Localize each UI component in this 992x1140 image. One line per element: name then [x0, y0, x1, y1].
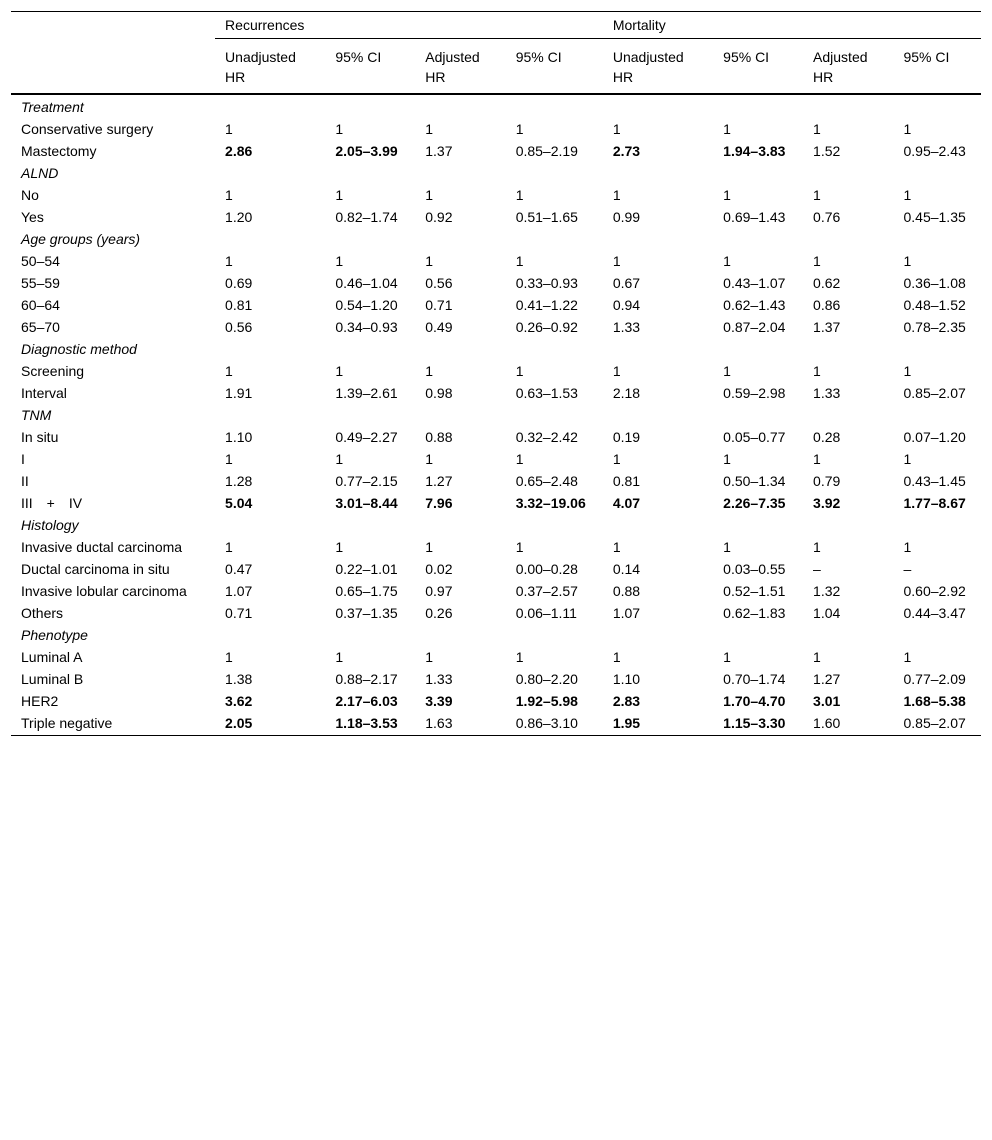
table-cell: 1.10 — [612, 671, 641, 687]
table-cell: 1 — [425, 539, 434, 555]
table-row — [11, 689, 981, 711]
table-cell: 1.70–4.70 — [723, 693, 786, 709]
table-cell: 1 — [612, 649, 621, 665]
table-cell: 0.02 — [425, 561, 453, 577]
table-row — [11, 447, 981, 469]
table-cell: 1 — [425, 649, 434, 665]
table-cell: 1 — [225, 121, 233, 137]
table-cell: 3.32–19.06 — [515, 495, 586, 511]
table-cell: 0.00–0.28 — [515, 561, 578, 577]
table-cell: 1.95 — [603, 711, 713, 736]
table-cell: 1 — [813, 121, 821, 137]
table-cell: 0.97 — [425, 583, 453, 599]
section-label: Histology — [21, 517, 79, 533]
table-cell: 1 — [425, 187, 434, 203]
table-cell: 1 — [903, 649, 912, 665]
table-cell: 0.22–1.01 — [335, 561, 398, 577]
table-cell: 0.05–0.77 — [723, 429, 786, 445]
table-row — [11, 601, 981, 623]
table-body — [11, 94, 981, 736]
table-cell: 1 — [225, 649, 233, 665]
table-cell: 0.79 — [813, 473, 841, 489]
table-cell: 1.37 — [425, 143, 453, 159]
table-cell: 0.87–2.04 — [723, 319, 786, 335]
table-cell: 0.78–2.35 — [903, 319, 966, 335]
table-cell: 0.88 — [612, 583, 641, 599]
table-row — [11, 645, 981, 667]
table-cell: 1 — [335, 253, 344, 269]
table-cell: 1 — [425, 363, 434, 379]
table-cell: 0.46–1.04 — [335, 275, 398, 291]
row-label: 65–70 — [21, 319, 60, 335]
col-header: Adjusted HR — [803, 39, 893, 95]
table-row — [11, 425, 981, 447]
table-cell: 1.04 — [813, 605, 841, 621]
row-label: Invasive lobular carcinoma — [21, 583, 187, 599]
table-cell: 0.94 — [612, 297, 641, 313]
table-cell: 1.33 — [425, 671, 453, 687]
table-cell: 1 — [903, 451, 912, 467]
table-cell: 0.69 — [225, 275, 253, 291]
table-cell: 1 — [612, 363, 621, 379]
section-row — [11, 94, 981, 117]
section-label: ALND — [21, 165, 59, 181]
col-header: 95% CI — [506, 39, 603, 95]
table-cell: 1 — [612, 539, 621, 555]
hazard-ratio-table — [11, 11, 981, 736]
table-cell: 1.91 — [225, 385, 253, 401]
table-cell: 0.47 — [225, 561, 253, 577]
table-cell: 0.62–1.43 — [723, 297, 786, 313]
group-header-row — [11, 12, 981, 39]
col-header: Adjusted HR — [415, 39, 505, 95]
table-cell: 1.27 — [425, 473, 453, 489]
table-cell: 0.67 — [612, 275, 641, 291]
table-cell: 0.99 — [612, 209, 641, 225]
table-cell: 0.07–1.20 — [903, 429, 966, 445]
section-row — [11, 337, 981, 359]
table-cell: 2.86 — [225, 143, 253, 159]
table-row — [11, 491, 981, 513]
table-row — [11, 579, 981, 601]
table-row — [11, 469, 981, 491]
section-row — [11, 161, 981, 183]
table-cell: 0.36–1.08 — [903, 275, 966, 291]
table-cell: 1 — [515, 451, 524, 467]
row-label: 50–54 — [21, 253, 60, 269]
table-cell: 0.34–0.93 — [335, 319, 398, 335]
table-cell: 0.51–1.65 — [515, 209, 578, 225]
col-header: Unadjusted HR — [603, 39, 713, 95]
table-cell: 1.15–3.30 — [713, 711, 803, 736]
table-cell: 1.07 — [225, 583, 253, 599]
table-cell: 1 — [723, 363, 731, 379]
table-cell: 0.81 — [612, 473, 641, 489]
table-cell: 0.56 — [425, 275, 453, 291]
table-cell: – — [813, 561, 821, 577]
table-cell: 0.81 — [225, 297, 253, 313]
table-cell: 1.33 — [813, 385, 841, 401]
table-cell: 0.43–1.45 — [903, 473, 966, 489]
table-cell: 3.62 — [225, 693, 253, 709]
table-cell: 1 — [723, 253, 731, 269]
row-label: Yes — [21, 209, 44, 225]
row-label: III + IV — [21, 495, 83, 511]
table-cell: 0.98 — [425, 385, 453, 401]
table-cell: 0.88 — [425, 429, 453, 445]
col-header: Unadjusted HR — [215, 39, 325, 95]
table-cell: 1.60 — [803, 711, 893, 736]
table-cell: 0.37–2.57 — [515, 583, 578, 599]
table-cell: 1 — [515, 121, 524, 137]
table-cell: 1 — [723, 649, 731, 665]
table-cell: 1 — [515, 187, 524, 203]
col-header: 95% CI — [893, 39, 981, 95]
section-label: Age groups (years) — [21, 231, 141, 247]
table-cell: 0.48–1.52 — [903, 297, 966, 313]
table-cell: 1.63 — [415, 711, 505, 736]
table-cell: 1 — [723, 121, 731, 137]
table-cell: 3.01 — [813, 693, 841, 709]
table-cell: 1.33 — [612, 319, 641, 335]
table-cell: 0.62 — [813, 275, 841, 291]
table-cell: 3.01–8.44 — [335, 495, 398, 511]
table-cell: 0.76 — [813, 209, 841, 225]
table-cell: 1 — [903, 253, 912, 269]
table-cell: 0.56 — [225, 319, 253, 335]
table-cell: 1 — [813, 363, 821, 379]
table-cell: 0.95–2.43 — [903, 143, 966, 159]
table-cell: 1 — [335, 363, 344, 379]
table-cell: 1 — [813, 253, 821, 269]
table-cell: 0.54–1.20 — [335, 297, 398, 313]
recurrences-header: Recurrences — [215, 12, 603, 39]
table-cell: 2.73 — [612, 143, 641, 159]
table-cell: 0.59–2.98 — [723, 385, 786, 401]
section-row — [11, 403, 981, 425]
table-cell: 0.63–1.53 — [515, 385, 578, 401]
table-cell: 2.83 — [612, 693, 641, 709]
table-cell: 0.65–2.48 — [515, 473, 578, 489]
table-cell: 0.44–3.47 — [903, 605, 966, 621]
table-cell: 1 — [813, 451, 821, 467]
table-cell: 1 — [225, 451, 233, 467]
table-cell: – — [903, 561, 912, 577]
table-cell: 2.18 — [612, 385, 641, 401]
row-label: I — [21, 451, 25, 467]
table-cell: 0.45–1.35 — [903, 209, 966, 225]
table-cell: 5.04 — [225, 495, 253, 511]
row-label: Ductal carcinoma in situ — [21, 561, 170, 577]
table-cell: 0.28 — [813, 429, 841, 445]
table-cell: 0.77–2.09 — [903, 671, 966, 687]
table-cell: 1.38 — [225, 671, 253, 687]
table-cell: 0.03–0.55 — [723, 561, 786, 577]
table-cell: 0.60–2.92 — [903, 583, 966, 599]
row-label: Screening — [21, 363, 85, 379]
table-cell: 0.86 — [813, 297, 841, 313]
table-cell: 1.07 — [612, 605, 641, 621]
section-row — [11, 623, 981, 645]
table-cell: 1 — [903, 539, 912, 555]
table-cell: 1 — [225, 539, 233, 555]
table-row — [11, 711, 981, 736]
table-cell: 0.32–2.42 — [515, 429, 578, 445]
table-cell: 0.80–2.20 — [515, 671, 578, 687]
table-cell: 0.26 — [425, 605, 453, 621]
table-cell: 0.71 — [225, 605, 253, 621]
table-cell: 1 — [225, 363, 233, 379]
mortality-header: Mortality — [603, 12, 981, 39]
table-cell: 1 — [225, 187, 233, 203]
subheader-row — [11, 39, 981, 95]
table-cell: 1 — [335, 649, 344, 665]
table-cell: 1 — [612, 451, 621, 467]
row-label: Triple negative — [11, 711, 215, 736]
table-cell: 2.05 — [215, 711, 325, 736]
table-cell: 1.68–5.38 — [903, 693, 966, 709]
table-cell: 0.33–0.93 — [515, 275, 578, 291]
table-cell: 1 — [612, 121, 621, 137]
table-cell: 1.92–5.98 — [515, 693, 578, 709]
section-row — [11, 227, 981, 249]
table-cell: 0.06–1.11 — [515, 605, 577, 621]
row-label: Mastectomy — [21, 143, 97, 159]
section-label: Phenotype — [21, 627, 88, 643]
table-cell: 1 — [335, 451, 344, 467]
table-cell: 1.10 — [225, 429, 253, 445]
table-cell: 4.07 — [612, 495, 641, 511]
table-row — [11, 183, 981, 205]
table-row — [11, 139, 981, 161]
table-row — [11, 667, 981, 689]
header-empty-cell — [11, 39, 215, 95]
table-row — [11, 381, 981, 403]
section-label: Treatment — [21, 99, 84, 115]
row-label: Luminal A — [21, 649, 83, 665]
table-cell: 0.52–1.51 — [723, 583, 786, 599]
table-cell: 0.49 — [425, 319, 453, 335]
table-cell: 0.77–2.15 — [335, 473, 398, 489]
section-label: Diagnostic method — [21, 341, 137, 357]
table-cell: 0.26–0.92 — [515, 319, 578, 335]
table-cell: 0.88–2.17 — [335, 671, 398, 687]
table-cell: 1.37 — [813, 319, 841, 335]
table-cell: 0.43–1.07 — [723, 275, 786, 291]
header-empty-cell — [11, 12, 215, 39]
table-cell: 1.77–8.67 — [903, 495, 966, 511]
table-row — [11, 293, 981, 315]
table-cell: 0.82–1.74 — [335, 209, 398, 225]
table-cell: 2.17–6.03 — [335, 693, 398, 709]
section-label: TNM — [21, 407, 52, 423]
table-row — [11, 117, 981, 139]
col-header: 95% CI — [325, 39, 415, 95]
table-cell: 0.85–2.07 — [893, 711, 981, 736]
section-row — [11, 513, 981, 535]
table-cell: 1 — [903, 121, 912, 137]
table-cell: 0.49–2.27 — [335, 429, 398, 445]
table-cell: 1 — [723, 451, 731, 467]
table-cell: 1 — [335, 121, 344, 137]
table-cell: 0.69–1.43 — [723, 209, 786, 225]
table-row — [11, 535, 981, 557]
row-label: 55–59 — [21, 275, 60, 291]
table-cell: 1 — [612, 187, 621, 203]
table-cell: 0.62–1.83 — [723, 605, 786, 621]
table-cell: 0.41–1.22 — [515, 297, 578, 313]
table-cell: 0.65–1.75 — [335, 583, 398, 599]
table-cell: 1 — [225, 253, 233, 269]
table-cell: 0.71 — [425, 297, 453, 313]
table-cell: 0.37–1.35 — [335, 605, 398, 621]
table-cell: 1 — [425, 121, 434, 137]
table-cell: 1.28 — [225, 473, 253, 489]
table-cell: 1 — [813, 187, 821, 203]
table-cell: 1 — [813, 539, 821, 555]
row-label: Conservative surgery — [21, 121, 154, 137]
table-row — [11, 315, 981, 337]
table-cell: 0.14 — [612, 561, 641, 577]
table-cell: 0.85–2.19 — [515, 143, 578, 159]
table-cell: 2.05–3.99 — [335, 143, 398, 159]
table-row — [11, 359, 981, 381]
table-cell: 3.39 — [425, 693, 453, 709]
table-cell: 1.20 — [225, 209, 253, 225]
table-row — [11, 249, 981, 271]
table-cell: 1 — [335, 187, 344, 203]
table-row — [11, 205, 981, 227]
table-cell: 1.94–3.83 — [723, 143, 786, 159]
table-cell: 1 — [723, 187, 731, 203]
row-label: No — [21, 187, 39, 203]
table-cell: 1 — [515, 253, 524, 269]
table-cell: 1 — [425, 253, 434, 269]
row-label: In situ — [21, 429, 59, 445]
table-cell: 3.92 — [813, 495, 841, 511]
table-cell: 0.19 — [612, 429, 641, 445]
row-label: II — [21, 473, 29, 489]
row-label: 60–64 — [21, 297, 60, 313]
table-cell: 1 — [903, 187, 912, 203]
table-cell: 0.85–2.07 — [903, 385, 966, 401]
col-header: 95% CI — [713, 39, 803, 95]
table-cell: 1.52 — [813, 143, 841, 159]
table-cell: 1.39–2.61 — [335, 385, 398, 401]
row-label: Others — [21, 605, 64, 621]
table-cell: 0.70–1.74 — [723, 671, 786, 687]
table-cell: 0.92 — [425, 209, 453, 225]
row-label: HER2 — [21, 693, 59, 709]
table-cell: 1 — [612, 253, 621, 269]
table-cell: 1 — [425, 451, 434, 467]
table-cell: 1.18–3.53 — [325, 711, 415, 736]
table-cell: 1.27 — [813, 671, 841, 687]
table-cell: 1 — [723, 539, 731, 555]
table-row — [11, 271, 981, 293]
table-cell: 1.32 — [813, 583, 841, 599]
row-label: Luminal B — [21, 671, 84, 687]
table-cell: 2.26–7.35 — [723, 495, 786, 511]
table-cell: 1 — [515, 539, 524, 555]
table-cell: 0.86–3.10 — [506, 711, 603, 736]
table-cell: 1 — [335, 539, 344, 555]
table-cell: 1 — [813, 649, 821, 665]
row-label: Invasive ductal carcinoma — [21, 539, 183, 555]
table-cell: 1 — [515, 649, 524, 665]
table-cell: 1 — [515, 363, 524, 379]
table-cell: 0.50–1.34 — [723, 473, 786, 489]
table-row — [11, 557, 981, 579]
table-cell: 7.96 — [425, 495, 453, 511]
table-cell: 1 — [903, 363, 912, 379]
row-label: Interval — [21, 385, 67, 401]
